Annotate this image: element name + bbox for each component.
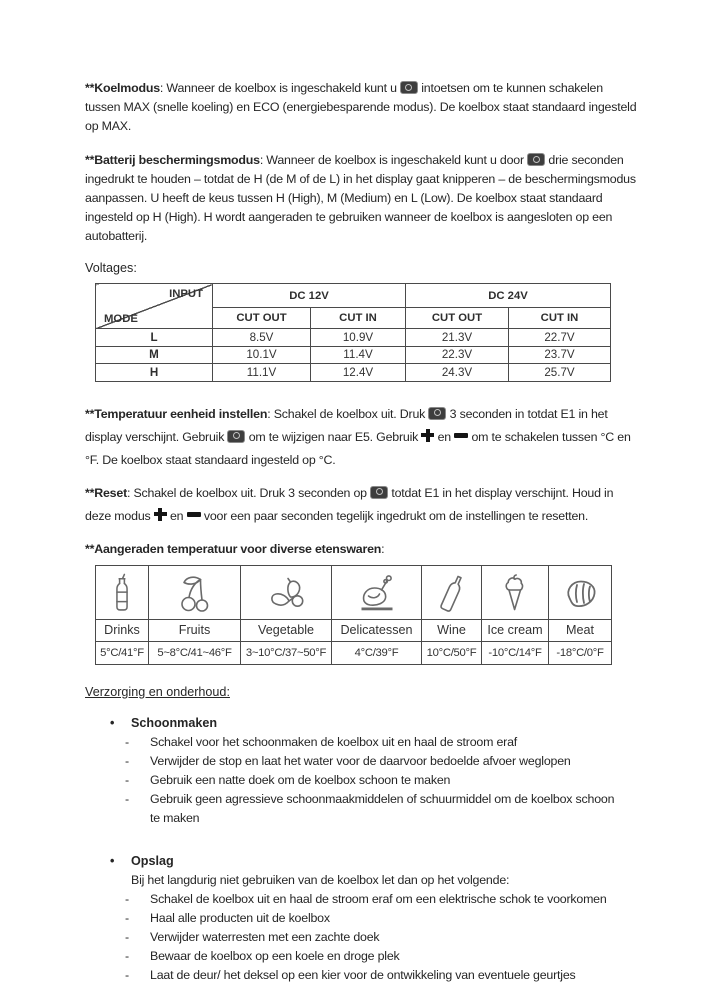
batterij-text-2: drie seconden ingedrukt te houden – totdat de H (de M of de L) in het display gaat knipperen – de beschermingsmodus aanpassen. U heeft de keus tussen H (High), M (Medium) en L (Low). De koelbox staat standaard ingesteld op H (High). H wordt aangeraden te gebruiken wanneer de koelbox is aangesloten op een autobatterij.	[85, 153, 636, 243]
food-label: Meat	[549, 619, 612, 641]
storage-item-text: Haal alle producten uit de koelbox	[150, 910, 330, 925]
storage-intro: Bij het langdurig niet gebruiken van de koelbox let dan op het volgende:	[131, 872, 510, 887]
koelmodus-text-2: intoetsen om te kunnen schakelen tussen MAX (snelle koeling) en ECO (energiebesparende modus). De koelbox staat standaard ingesteld op MAX.	[85, 81, 637, 133]
voltage-table	[95, 283, 611, 382]
paragraph-reset	[85, 482, 637, 528]
mode-button-icon	[227, 430, 245, 443]
value-cell: 11.4V	[311, 346, 406, 364]
value-cell: 11.1V	[213, 364, 311, 382]
food-heading-colon: :	[381, 541, 385, 556]
cleaning-item-text: Verwijder de stop en laat het water voor de daarvoor bedoelde afvoer weglopen	[150, 753, 571, 768]
value-cell: 10.9V	[311, 329, 406, 347]
list-item	[85, 771, 637, 790]
food-temp: -18°C/0°F	[549, 641, 612, 664]
storage-title: Opslag	[131, 853, 174, 868]
poultry-icon	[332, 565, 422, 619]
list-item	[85, 790, 637, 828]
mode-button-icon	[527, 153, 545, 166]
mode-button-icon	[428, 407, 446, 420]
temp-unit-text-1: : Schakel de koelbox uit. Druk	[267, 406, 429, 421]
dash-marker-icon	[125, 947, 150, 966]
dash-marker-icon	[125, 890, 150, 909]
temp-unit-heading: **Temperatuur eenheid instellen	[85, 406, 268, 421]
cleaning-item-text: Gebruik een natte doek om de koelbox schoon te maken	[150, 772, 451, 787]
storage-item-text: Laat de deur/ het deksel op een kier voor de ontwikkeling van eventuele geurtjes	[150, 967, 576, 982]
minus-icon	[454, 433, 468, 437]
value-cell: 12.4V	[311, 364, 406, 382]
group-header-dc12v: DC 12V	[213, 284, 406, 308]
koelmodus-heading: **Koelmodus	[85, 81, 160, 95]
dash-marker-icon	[125, 771, 150, 790]
corner-mode-label: MODE	[104, 313, 138, 325]
food-temp: 5~8°C/41~46°F	[149, 641, 241, 664]
food-label-row	[96, 619, 612, 641]
dash-marker-icon	[125, 733, 150, 752]
temp-unit-text-3: om te wijzigen naar E5. Gebruik	[245, 429, 422, 444]
mode-cell: L	[96, 329, 213, 347]
voltage-row-h	[96, 364, 611, 382]
paragraph-koelmodus	[85, 79, 637, 136]
value-cell: 22.7V	[509, 329, 611, 347]
voltage-table-corner-cell	[96, 284, 213, 329]
food-icon-row	[96, 565, 612, 619]
wine-bottle-icon	[422, 565, 482, 619]
mode-button-icon	[370, 486, 388, 499]
food-temp: -10°C/14°F	[482, 641, 549, 664]
reset-text-2: totdat E1 in het display verschijnt. Houd in deze modus	[85, 485, 614, 523]
value-cell: 8.5V	[213, 329, 311, 347]
mode-cell: M	[96, 346, 213, 364]
paragraph-temp-unit	[85, 403, 637, 472]
food-label: Vegetable	[241, 619, 332, 641]
value-cell: 25.7V	[509, 364, 611, 382]
cleaning-item-text: Schakel voor het schoonmaken de koelbox uit en haal de stroom eraf	[150, 734, 518, 749]
vegetable-icon	[241, 565, 332, 619]
food-temp: 10°C/50°F	[422, 641, 482, 664]
subheader-cutin-24v: CUT IN	[509, 308, 611, 329]
batterij-heading: **Batterij beschermingsmodus	[85, 153, 260, 167]
food-temp: 3~10°C/37~50°F	[241, 641, 332, 664]
subheader-cutin-12v: CUT IN	[311, 308, 406, 329]
drink-bottle-icon	[96, 565, 149, 619]
food-temp-row	[96, 641, 612, 664]
list-item	[85, 928, 637, 947]
list-item	[85, 909, 637, 928]
value-cell: 24.3V	[406, 364, 509, 382]
cleaning-title: Schoonmaken	[131, 715, 218, 730]
list-item	[85, 947, 637, 966]
food-label: Fruits	[149, 619, 241, 641]
storage-item-text: Verwijder waterresten met een zachte doek	[150, 929, 380, 944]
subheader-cutout-24v: CUT OUT	[406, 308, 509, 329]
voltages-label: Voltages:	[85, 261, 137, 275]
list-item	[85, 752, 637, 771]
value-cell: 23.7V	[509, 346, 611, 364]
group-header-dc24v: DC 24V	[406, 284, 611, 308]
care-section-heading: Verzorging en onderhoud:	[85, 684, 230, 699]
ice-cream-icon	[482, 565, 549, 619]
value-cell: 21.3V	[406, 329, 509, 347]
koelmodus-text-1: : Wanneer de koelbox is ingeschakeld kunt u	[159, 81, 400, 95]
value-cell: 10.1V	[213, 346, 311, 364]
temp-unit-text-5: om te schakelen tussen °C en °F. De koelbox staat standaard ingesteld op °C.	[85, 429, 631, 467]
mode-cell: H	[96, 364, 213, 382]
food-temp: 5°C/41°F	[96, 641, 149, 664]
dash-marker-icon	[125, 928, 150, 947]
dash-marker-icon	[125, 752, 150, 771]
food-label: Ice cream	[482, 619, 549, 641]
plus-icon	[421, 429, 434, 442]
temp-unit-text-4: en	[434, 429, 455, 444]
list-item	[85, 966, 637, 985]
storage-item-text: Bewaar de koelbox op een koele en droge plek	[150, 948, 400, 963]
dash-marker-icon	[125, 966, 150, 985]
list-item	[85, 890, 637, 909]
voltage-row-l	[96, 329, 611, 347]
storage-bullet	[85, 852, 637, 871]
dash-marker-icon	[125, 909, 150, 928]
reset-heading: **Reset	[85, 485, 127, 500]
food-label: Wine	[422, 619, 482, 641]
plus-icon	[154, 508, 167, 521]
paragraph-batterij	[85, 151, 637, 246]
mode-button-icon	[400, 81, 418, 94]
batterij-text-1: : Wanneer de koelbox is ingeschakeld kunt u door	[259, 153, 528, 167]
reset-text-3: en	[166, 508, 187, 523]
food-label: Drinks	[96, 619, 149, 641]
value-cell: 22.3V	[406, 346, 509, 364]
food-table-heading	[85, 542, 637, 556]
food-temperature-table	[95, 565, 612, 665]
reset-text-1: : Schakel de koelbox uit. Druk 3 seconden op	[127, 485, 371, 500]
corner-input-label: INPUT	[169, 288, 203, 300]
food-heading-bold: **Aangeraden temperatuur voor diverse etenswaren	[85, 541, 382, 556]
food-temp: 4°C/39°F	[332, 641, 422, 664]
voltage-row-m	[96, 346, 611, 364]
cherries-icon	[149, 565, 241, 619]
bullet-dot-icon	[110, 714, 131, 733]
temp-unit-text-2: 3 seconden in totdat E1 in het display verschijnt. Gebruik	[85, 406, 608, 444]
subheader-cutout-12v: CUT OUT	[213, 308, 311, 329]
food-label: Delicatessen	[332, 619, 422, 641]
meat-icon	[549, 565, 612, 619]
bullet-dot-icon	[110, 852, 131, 871]
cleaning-bullet	[85, 714, 637, 733]
reset-text-4: voor een paar seconden tegelijk ingedrukt om de instellingen te resetten.	[200, 508, 589, 523]
dash-marker-icon	[125, 790, 150, 828]
minus-icon	[187, 512, 201, 516]
list-item	[85, 733, 637, 752]
storage-item-text: Schakel de koelbox uit en haal de stroom eraf om een elektrische schok te voorkomen	[150, 891, 607, 906]
cleaning-item-text: Gebruik geen agressieve schoonmaakmiddelen of schuurmiddel om de koelbox schoon te maken	[150, 791, 615, 825]
